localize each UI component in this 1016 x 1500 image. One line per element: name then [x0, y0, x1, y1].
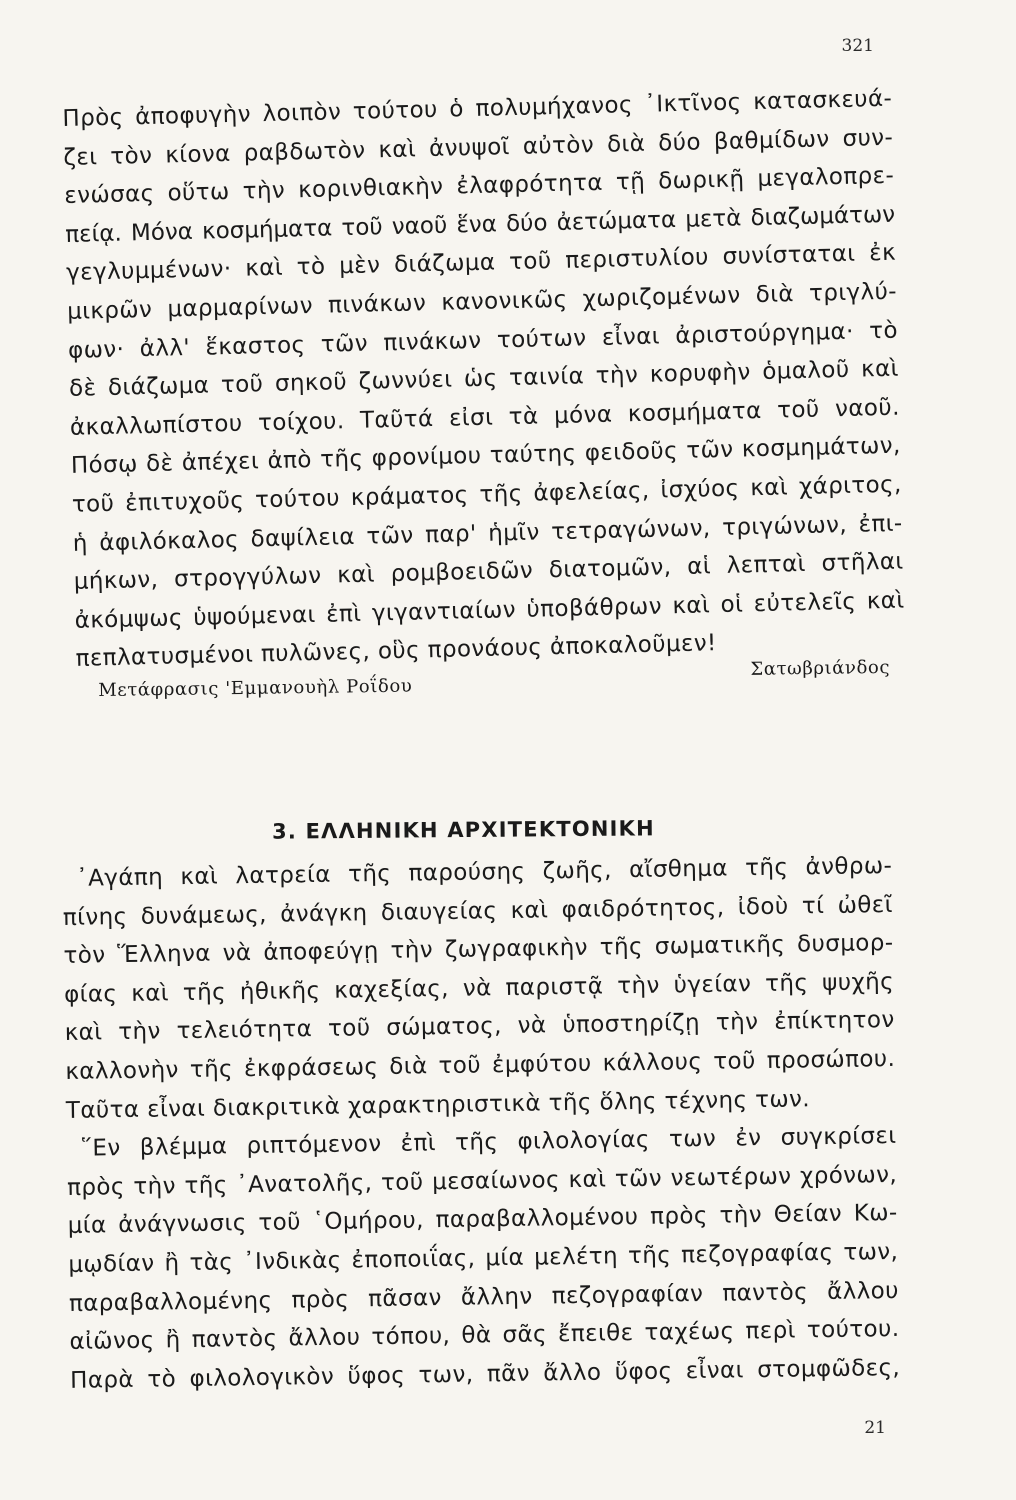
- text-line: μικρῶν μαρμαρίνων πινάκων κανονικῶς χωριζομένων διὰ τριγλύ-: [66, 278, 898, 325]
- text-line: γεγλυμμένων· καὶ τὸ μὲν διάζωμα τοῦ περιστυλίου συνίσταται ἐκ: [65, 240, 897, 287]
- text-line: μήκων, στρογγύλων καὶ ρομβοειδῶν διατομῶν, αἱ λεπταὶ στῆλαι: [73, 548, 904, 595]
- text-line: ζει τὸν κίονα ραβδωτὸν καὶ ἀνυψοῖ αὐτὸν διὰ δύο βαθμίδων συν-: [63, 124, 894, 171]
- text-line: αἰῶνος ἢ παντὸς ἄλλου τόπου, θὰ σᾶς ἔπειθε ταχέως περὶ τούτου.: [69, 1316, 900, 1356]
- passage-parthenon: [62, 80, 906, 679]
- text-line: Πρὸς ἀποφυγὴν λοιπὸν τούτου ὁ πολυμήχανος ᾿Ικτῖνος κατασκευά-: [62, 85, 893, 132]
- text-line: Ταῦτα εἶναι διακριτικὰ χαρακτηριστικὰ τῆς ὅλης τέχνης των.: [65, 1085, 811, 1124]
- text-line: πείᾳ. Μόνα κοσμήματα τοῦ ναοῦ ἕνα δύο ἀετώματα μετὰ διαζωμάτων: [64, 201, 896, 248]
- translator-credit: Μετάφρασις 'Εμμανουὴλ Ροΐδου: [98, 675, 413, 701]
- text-line: ῞Εν βλέμμα ριπτόμενον ἐπὶ τῆς φιλολογίας των ἐν συγκρίσει: [80, 1123, 897, 1162]
- text-line: καὶ τὴν τελειότητα τοῦ σώματος, νὰ ὑποστηρίζῃ τὴν ἐπίκτητον: [64, 1007, 895, 1047]
- text-line: φων· ἀλλ' ἕκαστος τῶν πινάκων τούτων εἶναι ἀριστούργημα· τὸ: [67, 317, 899, 364]
- text-line: ᾿Αγάπη καὶ λατρεία τῆς παρούσης ζωῆς, αἴσθημα τῆς ἀνθρω-: [76, 852, 893, 892]
- text-line: καλλονὴν τῆς ἐκφράσεως διὰ τοῦ ἐμφύτου κάλλους τοῦ προσώπου.: [65, 1045, 896, 1085]
- page-number-top: 321: [841, 36, 874, 56]
- text-line: τὸν Ἕλληνα νὰ ἀποφεύγῃ τὴν ζωγραφικὴν τῆς σωματικῆς δυσμορ-: [63, 930, 894, 970]
- text-line: πεπλατυσμένοι πυλῶνες, οὓς προνάους ἀποκαλοῦμεν!: [75, 630, 717, 673]
- text-line: μῳδίαν ἢ τὰς ᾿Ινδικὰς ἐποποιΐας, μία μελέτη τῆς πεζογραφίας των,: [68, 1238, 899, 1278]
- page-number-bottom: 21: [864, 1418, 886, 1438]
- text-line: ἡ ἀφιλόκαλος δαψίλεια τῶν παρ' ἡμῖν τετραγώνων, τριγώνων, ἐπι-: [72, 510, 903, 557]
- text-line: ἀκαλλωπίστου τοίχου. Ταῦτά εἰσι τὰ μόνα κοσμήματα τοῦ ναοῦ.: [69, 394, 901, 441]
- text-line: μία ἀνάγνωσις τοῦ ῾Ομήρου, παραβαλλομένου πρὸς τὴν Θείαν Κω-: [67, 1200, 898, 1240]
- text-line: φίας καὶ τῆς ἠθικῆς καχεξίας, νὰ παριστᾷ τὴν ὑγείαν τῆς ψυχῆς: [63, 968, 895, 1008]
- text-line: Παρὰ τὸ φιλολογικὸν ὕφος των, πᾶν ἄλλο ὕφος εἶναι στομφῶδες,: [69, 1354, 901, 1394]
- passage-greek-architecture: [62, 847, 900, 1400]
- section-heading: 3. ΕΛΛΗΝΙΚΗ ΑΡΧΙΤΕΚΤΟΝΙΚΗ: [271, 816, 655, 844]
- text-line: ενώσας οὕτω τὴν κορινθιακὴν ἐλαφρότητα τῇ δωρικῇ μεγαλοπρε-: [64, 162, 895, 210]
- text-line: ἀκόμψως ὑψούμεναι ἐπὶ γιγαντιαίων ὑποβάθρων καὶ οἱ εὐτελεῖς καὶ: [74, 587, 905, 634]
- text-line: πρὸς τὴν τῆς ᾿Ανατολῆς, τοῦ μεσαίωνος καὶ τῶν νεωτέρων χρόνων,: [66, 1161, 898, 1201]
- text-line: τοῦ ἐπιτυχοῦς τούτου κράματος τῆς ἀφελείας, ἰσχύος καὶ χάριτος,: [71, 471, 902, 518]
- author-credit: Σατωβριάνδος: [750, 656, 891, 680]
- text-line: Πόσῳ δὲ ἀπέχει ἀπὸ τῆς φρονίμου ταύτης φειδοῦς τῶν κοσμημάτων,: [70, 432, 902, 480]
- text-line: παραβαλλομένης πρὸς πᾶσαν ἄλλην πεζογραφίαν παντὸς ἄλλου: [68, 1277, 900, 1317]
- text-line: δὲ διάζωμα τοῦ σηκοῦ ζωννύει ὡς ταινία τὴν κορυφὴν ὁμαλοῦ καὶ: [68, 355, 900, 403]
- text-line: πίνης δυνάμεως, ἀνάγκη διαυγείας καὶ φαιδρότητος, ἰδοὺ τί ὠθεῖ: [62, 891, 894, 931]
